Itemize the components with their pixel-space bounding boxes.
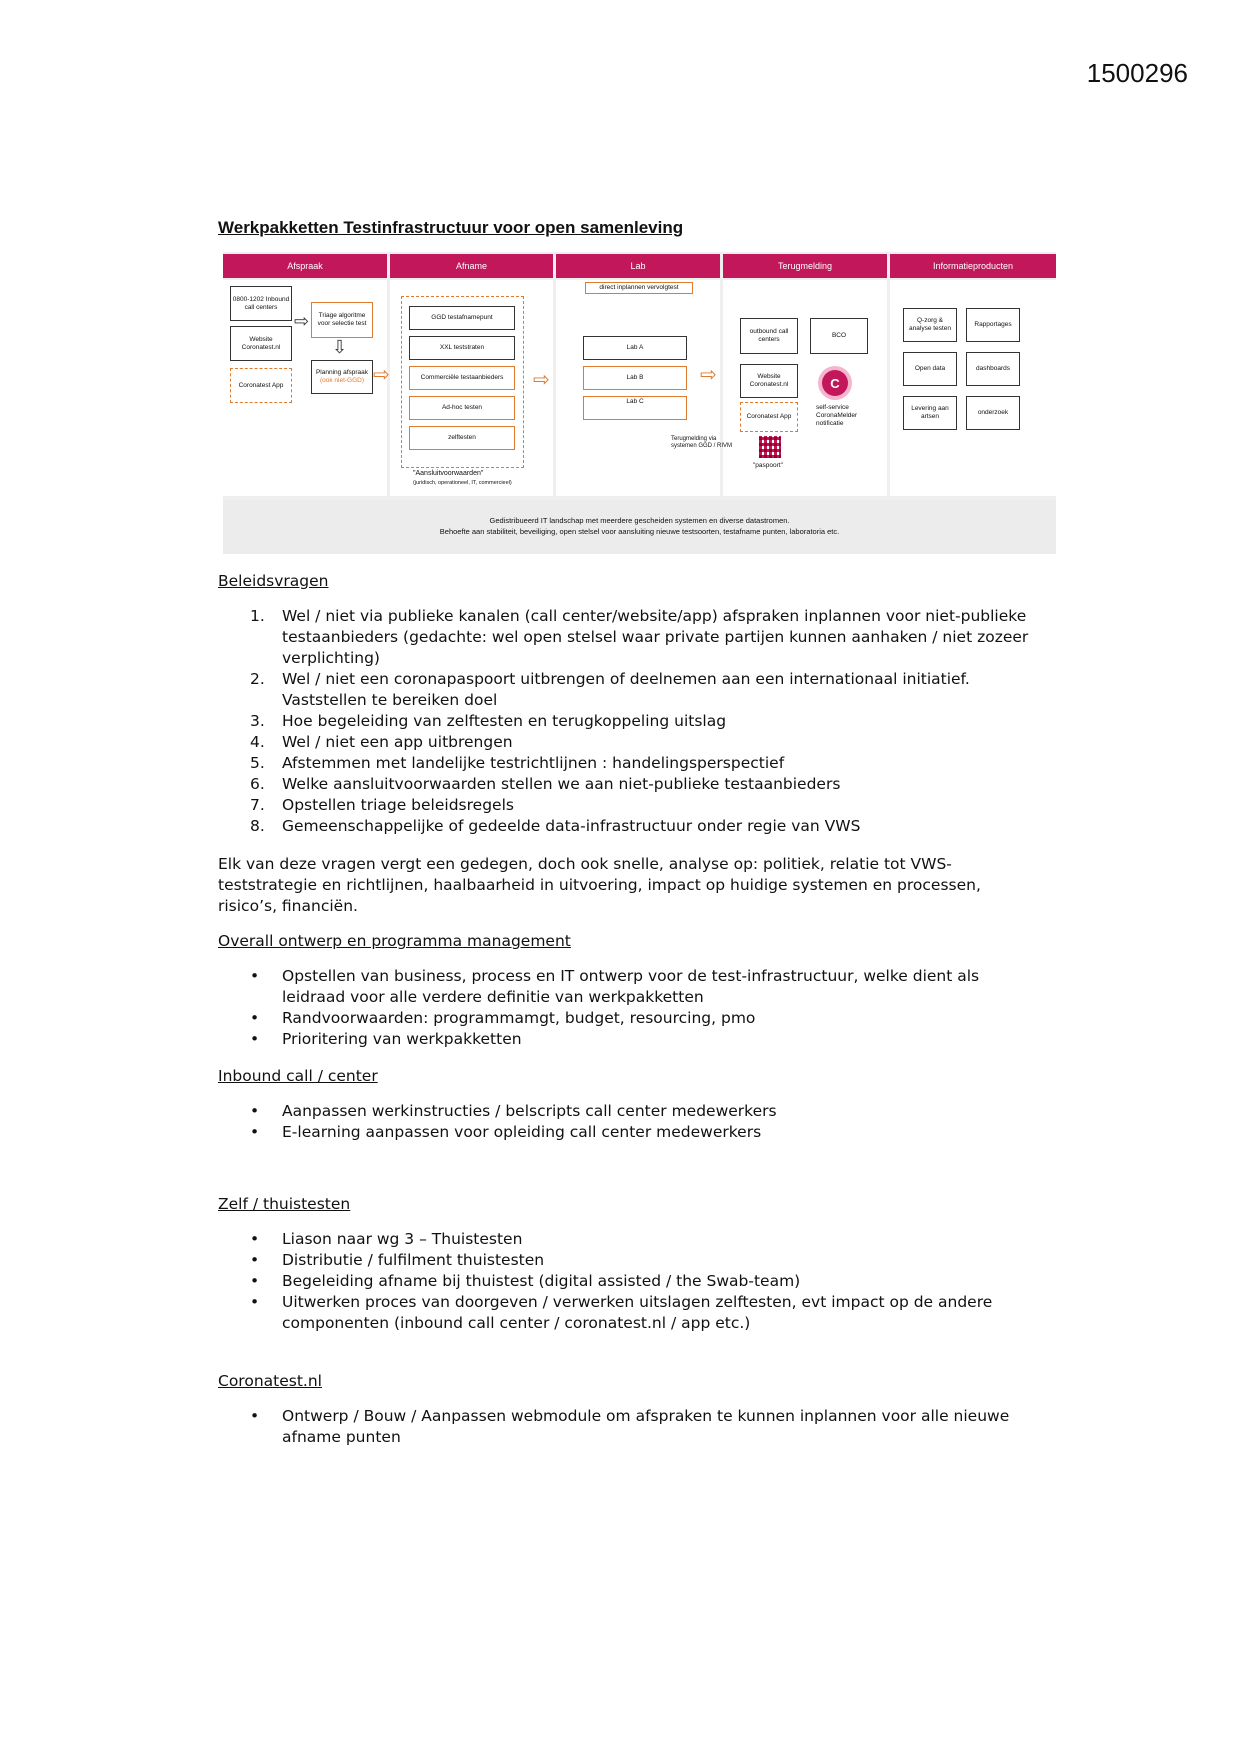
box-planning xyxy=(311,360,373,394)
arrow-down-icon: ⇩ xyxy=(332,337,348,357)
planning-label: Planning afspraak xyxy=(315,369,369,376)
list-item: 6. Welke aansluitvoorwaarden stellen we aan niet-publieke testaanbieders xyxy=(250,775,841,793)
box-lab-a: Lab A xyxy=(583,336,687,360)
list-item: 3. Hoe begeleiding van zelftesten en terugkoppeling uitslag xyxy=(250,712,727,730)
list-item: 4. Wel / niet een app uitbrengen xyxy=(250,733,513,751)
column-header-terugmelding: Terugmelding xyxy=(723,254,887,278)
list-item: • Distributie / fulfilment thuistesten xyxy=(250,1251,545,1269)
selfservice-label: self-service CoronaMelder notificatie xyxy=(816,404,858,427)
box-dashboards: dashboards xyxy=(966,352,1020,386)
overall-list xyxy=(250,966,1040,1050)
arrow-right-icon: ⇨ xyxy=(700,364,717,386)
aansluitvoorwaarden-note: (juridisch, operationeel, IT, commercieel) xyxy=(413,480,512,486)
column-header-afspraak: Afspraak xyxy=(223,254,387,278)
box-levering-artsen: Levering aan artsen xyxy=(903,396,957,430)
list-item: • Randvoorwaarden: programmamgt, budget, resourcing, pmo xyxy=(250,1009,756,1027)
box-outbound: outbound call centers xyxy=(740,318,798,354)
page-title: Werkpakketten Testinfrastructuur voor open samenleving xyxy=(218,218,684,237)
box-rapportages: Rapportages xyxy=(966,308,1020,342)
box-app-terug: Coronatest App xyxy=(740,402,798,432)
list-item: • Begeleiding afname bij thuistest (digital assisted / the Swab-team) xyxy=(250,1272,801,1290)
section-heading-inbound: Inbound call / center xyxy=(218,1067,378,1085)
box-lab-b: Lab B xyxy=(583,366,687,390)
box-app: Coronatest App xyxy=(230,368,292,403)
box-zelftesten: zelftesten xyxy=(409,426,515,450)
process-diagram xyxy=(223,252,1056,554)
box-triage: Triage algoritme voor selectie test xyxy=(311,302,373,338)
box-lab-c: Lab C xyxy=(583,396,687,420)
section-heading-zelf: Zelf / thuistesten xyxy=(218,1195,351,1213)
section-heading-beleidsvragen: Beleidsvragen xyxy=(218,572,329,590)
aansluitvoorwaarden-label: "Aansluitvoorwaarden" xyxy=(413,470,484,477)
box-commercieel: Commerciële testaanbieders xyxy=(409,366,515,390)
qr-code-icon xyxy=(759,436,781,458)
box-open-data: Open data xyxy=(903,352,957,386)
paspoort-label: "paspoort" xyxy=(753,462,783,469)
figure-footer xyxy=(223,500,1056,554)
list-item: • Prioritering van werkpakketten xyxy=(250,1030,522,1048)
box-bco: BCO xyxy=(810,318,868,354)
box-direct-inplannen: direct inplannen vervolgtest xyxy=(585,282,693,294)
document-number: 1500296 xyxy=(1086,58,1188,88)
section-heading-coronatest: Coronatest.nl xyxy=(218,1372,322,1390)
list-item: • Uitwerken proces van doorgeven / verwerken uitslagen zelftesten, evt impact op de andere componenten (inbound call center / coronatest.nl / app etc.) xyxy=(250,1293,993,1332)
box-qzorg: Q-zorg & analyse testen xyxy=(903,308,957,342)
column-header-lab: Lab xyxy=(556,254,720,278)
list-item: • Aanpassen werkinstructies / belscripts call center medewerkers xyxy=(250,1102,777,1120)
list-item: 8. Gemeenschappelijke of gedeelde data-infrastructuur onder regie van VWS xyxy=(250,817,861,835)
beleidsvragen-list xyxy=(250,606,1040,837)
box-ggd: GGD testafnamepunt xyxy=(409,306,515,330)
box-adhoc: Ad-hoc testen xyxy=(409,396,515,420)
coronatest-list xyxy=(250,1406,1040,1448)
arrow-right-icon: ⇨ xyxy=(373,364,390,386)
list-item: • Ontwerp / Bouw / Aanpassen webmodule om afspraken te kunnen inplannen voor alle nieuwe afname punten xyxy=(250,1407,1010,1446)
box-website: Website Coronatest.nl xyxy=(230,326,292,361)
terugmelding-via-label: Terugmelding via systemen GGD / RIVM xyxy=(671,436,733,449)
beleidsvragen-paragraph: Elk van deze vragen vergt een gedegen, doch ook snelle, analyse op: politiek, relatie tot VWS-teststrategie en richtlijnen, haalbaarheid in uitvoering, impact op huidige systemen en processen, risico’s, financiën. xyxy=(218,855,981,915)
box-onderzoek: onderzoek xyxy=(966,396,1020,430)
figure-footer-line-2: Behoefte aan stabiliteit, beveiliging, open stelsel voor aansluiting nieuwe testsoorten, testafname punten, laboratoria etc. xyxy=(439,527,840,536)
arrow-right-icon: ⇨ xyxy=(294,311,310,331)
inbound-list xyxy=(250,1101,1040,1143)
list-item: • Liason naar wg 3 – Thuistesten xyxy=(250,1230,523,1248)
box-xxl: XXL teststraten xyxy=(409,336,515,360)
box-inbound-call: 0800-1202 Inbound call centers xyxy=(230,286,292,321)
box-website-terug: Website Coronatest.nl xyxy=(740,364,798,398)
column-header-afname: Afname xyxy=(390,254,553,278)
list-item: • Opstellen van business, process en IT ontwerp voor de test-infrastructuur, welke dient als leidraad voor alle verdere definitie van werkpakketten xyxy=(250,967,980,1006)
section-heading-overall: Overall ontwerp en programma management xyxy=(218,932,571,950)
arrow-right-icon: ⇨ xyxy=(533,369,550,391)
zelf-list xyxy=(250,1229,1040,1334)
figure-footer-line-1: Gedistribueerd IT landschap met meerdere gescheiden systemen en diverse datastromen. xyxy=(489,516,790,525)
column-header-informatieproducten: Informatieproducten xyxy=(890,254,1056,278)
planning-note: (ook niet-GGD) xyxy=(319,377,365,384)
coronamelder-logo-icon: C xyxy=(822,370,848,396)
list-item: • E-learning aanpassen voor opleiding call center medewerkers xyxy=(250,1123,762,1141)
list-item: 2. Wel / niet een coronapaspoort uitbrengen of deelnemen aan een internationaal initiatief. Vaststellen te bereiken doel xyxy=(250,670,970,709)
list-item: 1. Wel / niet via publieke kanalen (call center/website/app) afspraken inplannen voor niet-publieke testaanbieders (gedachte: wel open stelsel waar private partijen kunnen aanhaken / niet zozeer verplichting) xyxy=(250,607,1029,667)
list-item: 5. Afstemmen met landelijke testrichtlijnen : handelingsperspectief xyxy=(250,754,785,772)
list-item: 7. Opstellen triage beleidsregels xyxy=(250,796,514,814)
